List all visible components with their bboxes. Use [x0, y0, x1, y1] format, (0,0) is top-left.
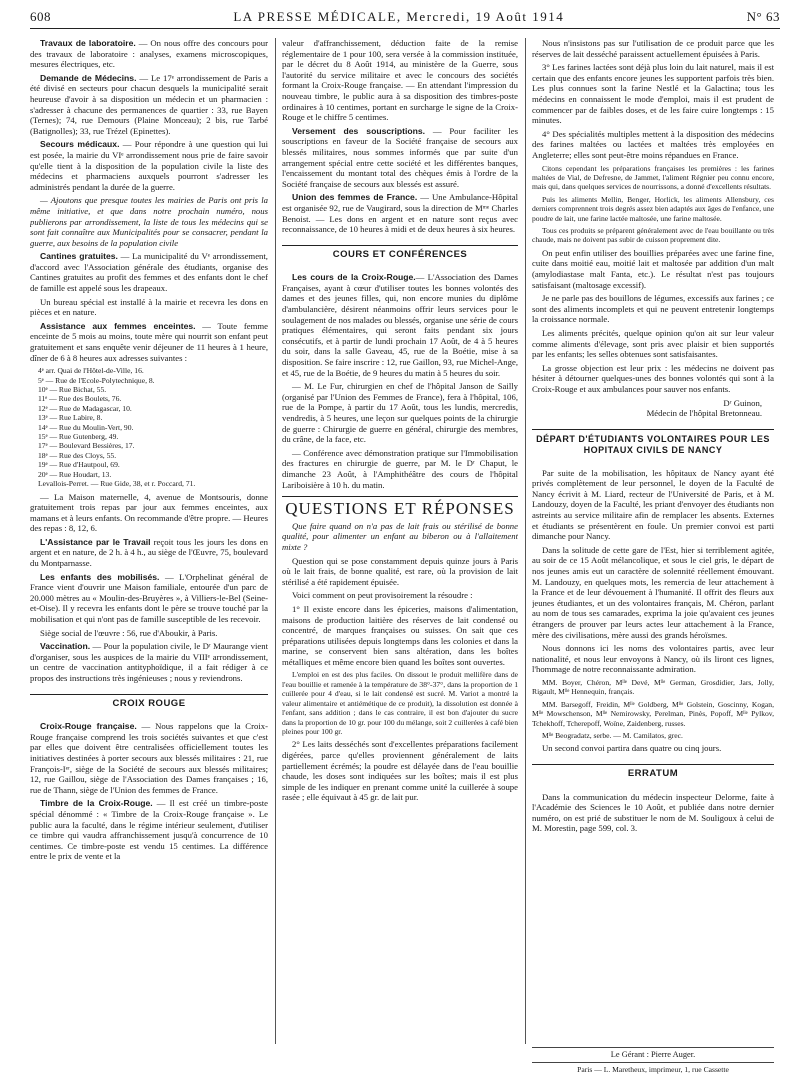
list-item: 10ᵉ — Rue Bichat, 55.	[38, 385, 107, 395]
paragraph	[30, 38, 268, 70]
section-heading: ERRATUM	[532, 764, 774, 784]
paragraph	[30, 321, 268, 363]
item-heading: Travaux de laboratoire.	[40, 38, 136, 48]
section-heading: CROIX ROUGE	[30, 694, 268, 714]
item-text: — Une Ambulance-Hôpital est organisée 92, rue de Vaugirard, sous la direction de Mᵐᵉ Charles Benoist. — Les dons en argent et en nature sont reçus avec reconnaissance, de 10 heures à midi et de deux heures à six heures.	[282, 192, 518, 235]
column-1	[30, 38, 268, 1048]
item-text: — Il est créé un timbre-poste spécial dénommé : « Timbre de la Croix-Rouge française ». Le public aura la faculté, dans le régime intérieur seulement, d'utiliser ce timbre qui vaudra affranchissement jusqu'à concurrence de 10 centimes. Ce timbre-poste est vendu 15 centimes. La différence entre le prix de vente et la	[30, 798, 268, 862]
question-text: Que faire quand on n'a pas de lait frais ou stérilisé de bonne qualité, pour alimenter un enfant au biberon ou à l'allaitement mixte ?	[282, 520, 518, 552]
item-text: — Pour répondre à une question qui lui est posée, la mairie du VIᵉ arrondissement nous prie de faire savoir qu'elle tient à la disposition de la population civile la liste des médecins et pharmaciens auxquels pourront s'adresser les administrés pendant la durée de la guerre.	[30, 139, 268, 192]
paragraph: Citons cependant les préparations françaises les premières : les farines maltées de Vial, de Defresne, de Jammet, l'aliment Régnier peu connu encore, mais qui, dans quelques services de nourrissons, a donné d'excellents résultats.	[532, 163, 774, 192]
paragraph: Dans la solitude de cette gare de l'Est, hier si terriblement agitée, au soir de ce 15 Août mélancolique, et sous le ciel gris, le départ de nos jeunes amis eut un caractère de solennité réellement émouvant. M. Landouzy, en quelques mots, les remercia de leur attachement à la France et de leur dévouement à l'humanité. Il offrit des fleurs aux jeunes étudiantes, et un des volontaires français, M. Chéron, parlant au nom de tous ses camarades, exprima la joie qu'avaient ces jeunes étrangers de prouver par leurs actes leur attachement à la France, mère des civilisations, mère aussi des grands héroïsmes.	[532, 544, 774, 640]
list-item: 5ᵉ — Rue de l'Ecole-Polytechnique, 8.	[38, 375, 155, 385]
item-text: — Pour faciliter les souscriptions en faveur de la Société française de secours aux blessés militaires, nous sommes informés que par suite d'un arrangement spécial entre cette société et les différentes banques, l'encaissement du montant total des chèques émis à l'ordre de la Société française de secours aux blessés est assuré.	[282, 125, 518, 189]
item-text: — Toute femme enceinte de 5 mois au moins, toute mère qui nourrit son enfant peut gratuitement et sans enquête venir déjeuner de 11 heures à 1 heure, dîner de 6 à 8 heures aux adresses suivantes :	[30, 320, 268, 363]
paragraph: 1° Il existe encore dans les épiceries, maisons d'alimentation, maisons de production laitière des réserves de lait condensé ou concentré, de marques françaises ou suisses. On sait que ces préparations utilisées depuis longtemps dans les colonies et dans la marine, se conservent bien sans altération, dans les boîtes métalliques et même encore bien quand les boîtes sont ouvertes.	[282, 603, 518, 667]
paragraph	[30, 73, 268, 137]
list-item: 20ᵉ — Rue Houdart, 13.	[38, 469, 112, 479]
paragraph: Les aliments précités, quelque opinion qu'on ait sur leur valeur comme aliments d'élevage, sont pris avec plaisir et bien supportés par les enfants; les selles obtenues sont satisfaisantes.	[532, 327, 774, 360]
paragraph: L'emploi en est des plus faciles. On dissout le produit mellifère dans de l'eau bouillie et ramenée à la température de 38°-37°, dans la proportion de 1 cuillerée pour 4 d'eau, si le lait condensé est sucré. M. Variot a montré la valeur alimentaire et antiémétique de ce produit), la dissolution est donnée à l'enfant, sans addition ; dans le cas contraire, il est bon d'ajouter du sucre dans la proportion de 10 gr. pour 100 du mélange, soit 2 cuillerées à café bien pleines pour 100 gr.	[282, 670, 518, 736]
paragraph: Tous ces produits se préparent généralement avec de l'eau bouillante ou très chaude, mais ne doivent pas subir de cuisson proprement dite.	[532, 225, 774, 245]
list-item: 12ᵉ — Rue de Madagascar, 10.	[38, 403, 132, 413]
paragraph: Nous donnons ici les noms des volontaires partis, avec leur nationalité, et nous leur envoyons à Nancy, où ils liront ces lignes, l'hommage de notre reconnaissante admiration.	[532, 643, 774, 675]
paragraph: 2° Les laits desséchés sont d'excellentes préparations facilement digérées, parce qu'elles proviennent généralement de laits partiellement écrémés; la poudre est délayée dans de l'eau bouillie chaude, les doses sont indiquées sur les boîtes; mais il est plus simple de les indiquer en prenant comme unité la cuillerée à soupe rasée ; elle équivaut à 45 gr. de lait pur.	[282, 739, 518, 803]
item-text: — L'Association des Dames Françaises, ayant à cœur d'utiliser toutes les bonnes volontés des dames et des jeunes filles, qui, non encore munies du diplôme d'ambulancière, désirent néanmoins offrir leurs services pour le soulagement de nos malades ou blessés, organise une série de cours pratiques élémentaires, qui seront faits pendant six jours consécutifs, et à partir de lundi prochain 17 Août, de 4 à 5 heures du soir, dans la salle Gaveau, 45, rue de la Boétie, mise à sa disposition. Se faire inscrire : 12, rue Gaillon, 93, rue Michel-Ange, et 45, rue de la Boétie, de 9 heures du matin à 5 heures du soir.	[282, 272, 518, 378]
list-item: 19ᵉ — Rue d'Hautpoul, 69.	[38, 460, 120, 470]
gerant-line: Le Gérant : Pierre Auger.	[532, 1047, 774, 1059]
list-item: Levallois-Perret. — Rue Gide, 38, et r. Poccard, 71.	[38, 479, 196, 489]
paragraph: La grosse objection est leur prix : les médecins ne doivent pas hésiter à détourner quelques-unes des bonnes volontés qui sont à la Croix-Rouge et aux ambulances pour sauver nos enfants.	[532, 362, 774, 394]
list-item: 14ᵉ — Rue du Moulin-Vert, 90.	[38, 422, 134, 432]
paragraph	[282, 126, 518, 190]
paragraph	[30, 195, 268, 248]
paragraph: Siège social de l'œuvre : 56, rue d'Aboukir, à Paris.	[40, 627, 218, 638]
paragraph: Par suite de la mobilisation, les hôpitaux de Nancy ayant été privés complètement de leur personnel, le doyen de la Faculté de Nancy écrivit à M. Liard, recteur de l'Université de Paris, et à M. Landouzy, doyen de la Faculté, les priant d'envoyer des étudiants non astreints au service militaire afin de remplacer les absents. Externes et étudiants se présentèrent en foule. Un premier convoi est parti dimanche pour Nancy.	[532, 467, 774, 542]
list-item: 18ᵉ — Rue des Cloys, 55.	[38, 450, 117, 460]
list-item: 13ᵉ — Rue Labire, 8.	[38, 413, 103, 423]
address-list	[38, 366, 268, 488]
paragraph	[30, 641, 268, 683]
item-heading: Demande de Médecins.	[40, 72, 137, 83]
item-text: — Pour la population civile, le Dʳ Maurange vient d'organiser, sous les auspices de la mairie du VIIIᵉ arrondissement, un centre de vaccination antityphoïdique, il a fait rédiger à ce propos des instructions très ingénieuses ; nous y reviendrons.	[30, 641, 268, 683]
page-header	[30, 6, 780, 29]
paragraph: Dans la communication du médecin inspecteur Delorme, faite à l'Académie des Sciences le 10 Août, et publiée dans notre dernier numéro, on est prié de substituer le nom de M. Souligoux à celui de M. Morestin, page 599, col. 3.	[532, 791, 774, 834]
item-text: — Ajoutons que presque toutes les mairies de Paris ont pris la même initiative, et que dans notre prochain numéro, nous publierons par arrondissement, la liste de tous les médecins qui se sont fait connaître aux Municipalités pour se consacrer, pendant la guerre, aux besoins de la population civile	[30, 195, 268, 248]
item-heading: Les enfants des mobilisés.	[40, 571, 160, 582]
paragraph: MM. Barsegoff, Freidin, Mˡˡᵉ Goldberg, Mˡˡᵉ Golstein, Goscinny, Kogan, Mˡˡᵉ Mowschenson, Mˡˡᵉ Nemirowsky, Perelman, Pinès, Popoff, Mˡˡᵉ Pylkov, Tchekhoff, Tcherepoff, Woïne, Zaidenberg, russes.	[532, 699, 774, 728]
item-text: — L'Orphelinat général de France vient d'ouvrir une Maison familiale, entourée d'un parc de 20.000 mètres au « Moulin-des-Bruyères », à Villiers-le-Bel (Seine-et-Oise). Il y recevra les enfants dont le père se trouve touché par la mobilisation et qui n'ont pas de famille susceptible de les recevoir.	[30, 571, 268, 625]
signature	[532, 398, 762, 419]
item-heading: Assistance aux femmes enceintes.	[40, 320, 196, 331]
item-heading: Cantines gratuites.	[40, 251, 118, 262]
section-heading: COURS ET CONFÉRENCES	[282, 245, 518, 265]
printer-line: Paris — L. Maretheux, imprimeur, 1, rue Cassette	[532, 1062, 774, 1074]
paragraph: 3° Les farines lactées sont déjà plus loin du lait naturel, mais il est certain que des enfants encore jeunes les supportent parfois très bien. Les plus connues sont la farine Nestlé et la Galactina; tous les médecins en connaissent le mode d'emploi, mais il est prudent de commencer par de faibles doses, et de les faire cuire longtemps : 15 minutes.	[532, 62, 774, 126]
paragraph: Mˡˡᵉ Beogradatz, serbe. — M. Camilatos, grec.	[542, 731, 683, 740]
paragraph	[30, 721, 268, 795]
column-rule-1	[275, 38, 276, 1044]
paragraph: Voici comment on peut provisoirement la résoudre :	[292, 590, 473, 601]
section-title: QUESTIONS ET RÉPONSES	[282, 496, 518, 515]
item-heading: Vaccination.	[40, 641, 91, 652]
paragraph: MM. Boyer, Chéron, Mˡˡᵉ Devé, Mˡˡᵉ German, Grosdidier, Jars, Jolly, Rigault, Mˡˡᵉ Hennequin, français.	[532, 677, 774, 697]
item-heading: Versement des souscriptions.	[292, 125, 426, 136]
item-text: reçoit tous les jours les dons en argent et en nature, de 2 h. à 4 h., au siège de l'Œuvre, 75, boulevard du Montparnasse.	[30, 536, 268, 569]
item-text: — Nous rappelons que la Croix-Rouge française comprend les trois sociétés suivantes et que c'est par elles que doivent être centralisées officiellement toutes les initiatives destinées à porter secours aux blessés militaires : 21, rue François-Iᵉʳ, siège de la Société de secours aux blessés militaires; 12, rue Gaillou, siège de l'Association des Dames françaises ; 16, rue de Thann, siège de l'Union des femmes de France.	[30, 721, 268, 795]
page-number: 608	[30, 9, 51, 24]
paragraph	[30, 798, 268, 862]
paragraph: Nous n'insistons pas sur l'utilisation de ce produit parce que les réserves de lait desséché paraissent actuellement épuisées à Paris.	[532, 38, 774, 59]
item-heading: Croix-Rouge française.	[40, 721, 137, 732]
paragraph: Question qui se pose constamment depuis quinze jours à Paris où le lait frais, de bonne qualité, est rare, où la provision de lait stérilisé a été rapidement épuisée.	[282, 555, 518, 587]
column-rule-2	[525, 38, 526, 1044]
item-text: — On nous offre des concours pour des travaux de laboratoire : analyses, examens microscopiques, mesures électriques, etc.	[30, 38, 268, 70]
issue-number: N° 63	[746, 9, 780, 24]
section-heading: DÉPART D'ÉTUDIANTS VOLONTAIRES POUR LES HOPITAUX CIVILS DE NANCY	[532, 429, 774, 460]
paragraph	[30, 537, 268, 569]
column-2	[282, 38, 518, 1048]
list-item: 17ᵉ — Boulevard Bessières, 17.	[38, 441, 135, 451]
paragraph: — La Maison maternelle, 4, avenue de Montsouris, donne gratuitement trois repas par jour aux femmes enceintes, aux mamans et à leurs enfants. On recommande d'être propre. — Heures des repas : 8, 12, 6.	[30, 491, 268, 534]
item-heading: Secours médicaux.	[40, 139, 120, 150]
item-text: — La municipalité du Vᵉ arrondissement, d'accord avec l'Association générale des étudiants, organise des Cantines gratuites au profit des femmes et des enfants dont le chef de famille est appelé sous les drapeaux.	[30, 251, 268, 294]
paragraph: Je ne parle pas des bouillons de légumes, excessifs aux farines ; ce sont des aliments incomplets et qui ne peuvent entretenir longtemps la croissance normale.	[532, 293, 774, 325]
paragraph: 4° Des spécialités multiples mettent à la disposition des médecins des farines maltées ou lactées et maltées très employées en Angleterre; elles sont peut-être moins répandues en France.	[532, 128, 774, 160]
signature-name: Dʳ Guinon,	[723, 397, 762, 408]
paragraph	[30, 251, 268, 293]
paragraph: valeur d'affranchissement, déduction faite de la remise réglementaire de 1 pour 100, sera versée à la commission instituée, par le décret du 8 Août 1914, au ministère de la Guerre, sous l'autorité du service militaire et avec le concours des sociétés formant la Croix-Rouge française. — En attendant l'impression du nouveau timbre, le public aura à sa disposition des timbres-poste ordinaires à 10 centimes, portant en surcharge le signe de la Croix-Rouge et le chiffre 5 centimes.	[282, 38, 518, 123]
item-text: — Le 17ᵉ arrondissement de Paris a été divisé en secteurs pour chacun desquels la municipalité serait heureuse d'avoir à sa disposition un médecin et un pharmacien : s'adresser à chacune des permanences de quartier : 33, rue Bayen (Ternes); 74, rue Demours (Plaine Monceau); 2 bis, rue Tarbé (Batignolles); 33, rue Trézel (Epinettes).	[30, 72, 268, 136]
item-heading: Timbre de la Croix-Rouge.	[40, 798, 153, 809]
column-3	[532, 38, 774, 1022]
list-item: 15ᵉ — Rue Gutenberg, 49.	[38, 432, 119, 442]
item-heading: Les cours de la Croix-Rouge.	[292, 272, 416, 283]
page-footer	[532, 1047, 774, 1074]
paragraph: Un second convoi partira dans quatre ou cinq jours.	[542, 743, 722, 754]
question	[282, 521, 518, 553]
paragraph: On peut enfin utiliser des bouillies préparées avec une farine fine, cuite dans moitié eau, moitié lait et maltosée par addition d'un malt (amylodiastase malt Fanta, etc.). Le résultat n'est pas toujours satisfaisant (maltosage excessif).	[532, 247, 774, 290]
paragraph: Un bureau spécial est installé à la mairie et recevra les dons en pièces et en nature.	[30, 296, 268, 318]
paragraph: Puis les aliments Mellin, Benger, Horlick, les aliments Allensbury, ces derniers comprennent trois degrés assez bien adaptés aux âges de l'enfance, une poudre de lait, une farine lactée maltosée, une farine maltosée.	[532, 194, 774, 223]
paragraph	[282, 192, 518, 234]
paragraph	[282, 272, 518, 378]
paragraph	[30, 139, 268, 192]
item-heading: L'Assistance par le Travail	[40, 536, 151, 547]
paragraph: — M. Le Fur, chirurgien en chef de l'hôpital Janson de Sailly (organisé par l'Union des Femmes de France), fera à l'hôpital, 106, rue de la Pompe, à partir du 17 Août, tous les lundis, mercredis, vendredis, à 5 heures, une leçon sur quelques points de la chirurgie de guerre : Chirurgie de guerre en général, chirurgie des membres, du crâne, de la face, etc.	[282, 381, 518, 445]
signature-title: Médecin de l'hôpital Bretonneau.	[646, 408, 762, 419]
item-heading: Union des femmes de France.	[292, 192, 418, 203]
journal-title: LA PRESSE MÉDICALE, Mercredi, 19 Août 1914	[233, 9, 565, 24]
list-item: 4ᵉ arr. Quai de l'Hôtel-de-Ville, 16.	[38, 366, 144, 376]
paragraph: — Conférence avec démonstration pratique sur l'Immobilisation des fractures en chirurgie de guerre, par M. le Dʳ Chaput, le dimanche 23 Août, à l'Amphithéâtre des cours de l'hôpital Lariboisière à 10 h. du matin.	[282, 447, 518, 490]
paragraph	[30, 572, 268, 625]
list-item: 11ᵉ — Rue des Boulets, 76.	[38, 394, 122, 404]
